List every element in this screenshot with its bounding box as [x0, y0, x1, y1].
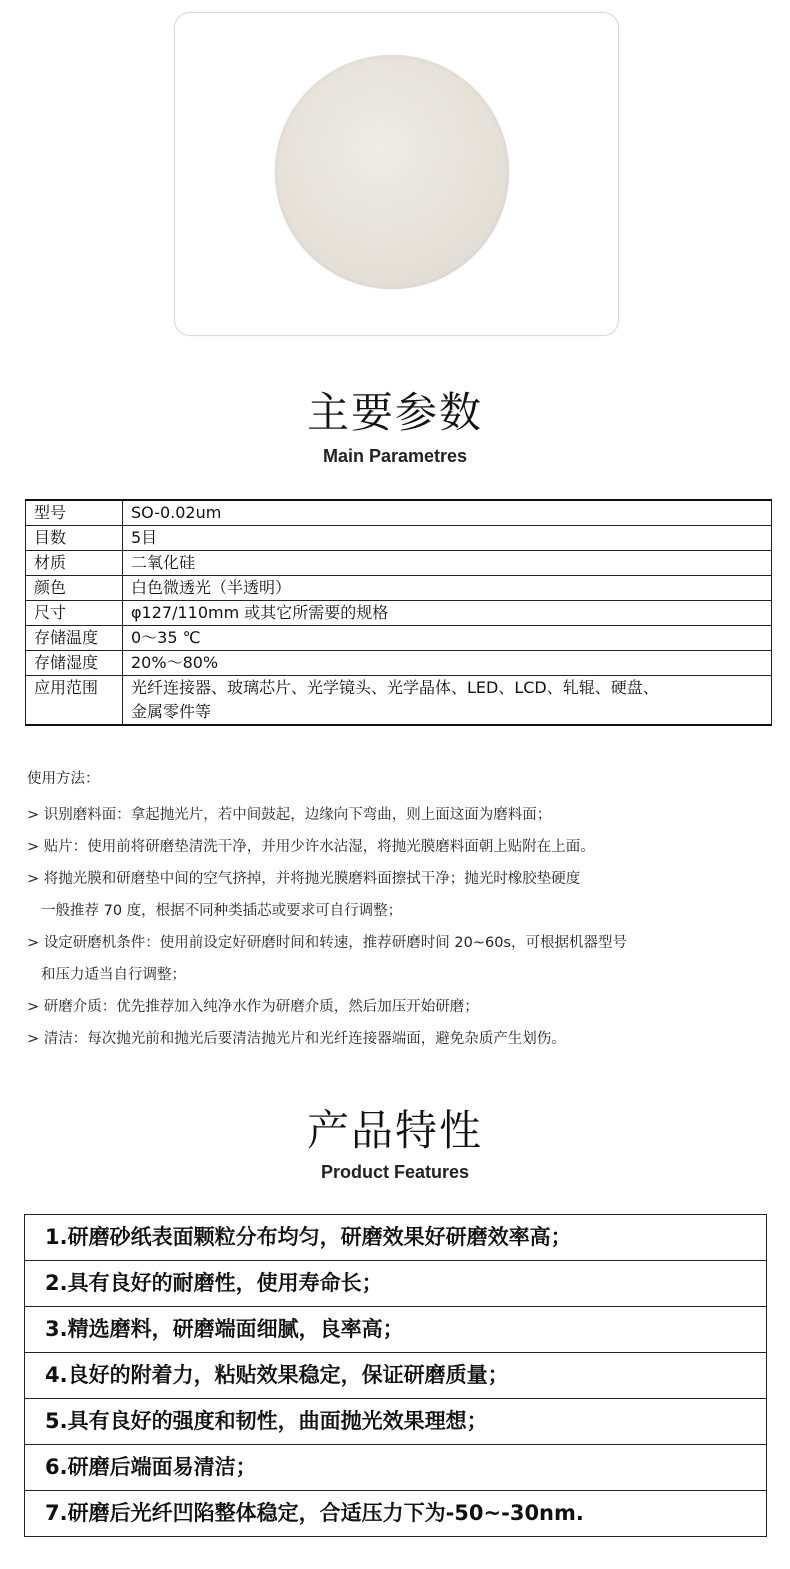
product-photo-card — [174, 12, 619, 336]
feature-item: 7.研磨后光纤凹陷整体稳定，合适压力下为-50~-30nm. — [45, 1501, 584, 1525]
table-row — [26, 500, 772, 526]
usage-step-continued: 和压力适当自行调整； — [41, 967, 186, 983]
param-value: 二氧化硅 — [123, 551, 772, 576]
param-key: 型号 — [26, 500, 123, 526]
usage-step: > 研磨介质：优先推荐加入纯净水作为研磨介质，然后加压开始研磨； — [27, 999, 479, 1015]
param-value — [123, 676, 772, 726]
polishing-disc-image — [275, 55, 509, 289]
param-key: 目数 — [26, 526, 123, 551]
param-key: 应用范围 — [26, 676, 123, 726]
params-subtitle: Main Parametres — [322, 446, 468, 466]
param-value-line-2: 金属零件等 — [131, 702, 212, 721]
param-key: 存储温度 — [26, 626, 123, 651]
param-key: 颜色 — [26, 576, 123, 601]
param-value: 白色微透光（半透明） — [123, 576, 772, 601]
param-value: 20%～80% — [123, 651, 772, 676]
params-table — [25, 499, 772, 726]
usage-instructions — [27, 766, 767, 1055]
usage-step: > 识别磨料面：拿起抛光片，若中间鼓起，边缘向下弯曲，则上面这面为磨料面； — [27, 807, 552, 823]
table-row — [26, 576, 772, 601]
param-value: 0～35 ℃ — [123, 626, 772, 651]
param-value: SO-0.02um — [123, 500, 772, 526]
usage-step: > 贴片：使用前将研磨垫清洗干净，并用少许水沾湿，将抛光膜磨料面朝上贴附在上面。 — [27, 839, 595, 855]
feature-item: 6.研磨后端面易清洁； — [25, 1445, 766, 1491]
features-subtitle: Product Features — [320, 1162, 470, 1182]
feature-item: 4.良好的附着力，粘贴效果稳定，保证研磨质量； — [25, 1353, 766, 1399]
usage-step: > 设定研磨机条件：使用前设定好研磨时间和转速，推荐研磨时间 20~60s，可根据机器型号 — [27, 935, 627, 951]
param-value-line-1: 光纤连接器、玻璃芯片、光学镜头、光学晶体、LED、LCD、轧辊、硬盘、 — [131, 678, 659, 697]
feature-item: 1.研磨砂纸表面颗粒分布均匀，研磨效果好研磨效率高； — [25, 1215, 766, 1261]
table-row — [26, 601, 772, 626]
usage-step-continued: 一般推荐 70 度，根据不同种类插芯或要求可自行调整； — [41, 903, 403, 919]
usage-heading: 使用方法： — [27, 771, 100, 787]
table-row — [26, 626, 772, 651]
param-key: 尺寸 — [26, 601, 123, 626]
table-row — [26, 551, 772, 576]
params-title: 主要参数 — [306, 388, 483, 437]
feature-item: 3.精选磨料，研磨端面细腻，良率高； — [25, 1307, 766, 1353]
features-list — [24, 1214, 767, 1537]
feature-item: 2.具有良好的耐磨性，使用寿命长； — [25, 1261, 766, 1307]
table-row — [26, 651, 772, 676]
usage-step: > 将抛光膜和研磨垫中间的空气挤掉，并将抛光膜磨料面擦拭干净；抛光时橡胶垫硬度 — [27, 871, 581, 887]
param-value: φ127/110mm 或其它所需要的规格 — [123, 601, 772, 626]
features-title: 产品特性 — [306, 1106, 483, 1155]
usage-step: > 清洁：每次抛光前和抛光后要清洁抛光片和光纤连接器端面，避免杂质产生划伤。 — [27, 1031, 566, 1047]
feature-item: 5.具有良好的强度和韧性，曲面抛光效果理想； — [25, 1399, 766, 1445]
param-key: 存储湿度 — [26, 651, 123, 676]
table-row — [26, 526, 772, 551]
param-value: 5目 — [123, 526, 772, 551]
param-key: 材质 — [26, 551, 123, 576]
table-row — [26, 676, 772, 726]
